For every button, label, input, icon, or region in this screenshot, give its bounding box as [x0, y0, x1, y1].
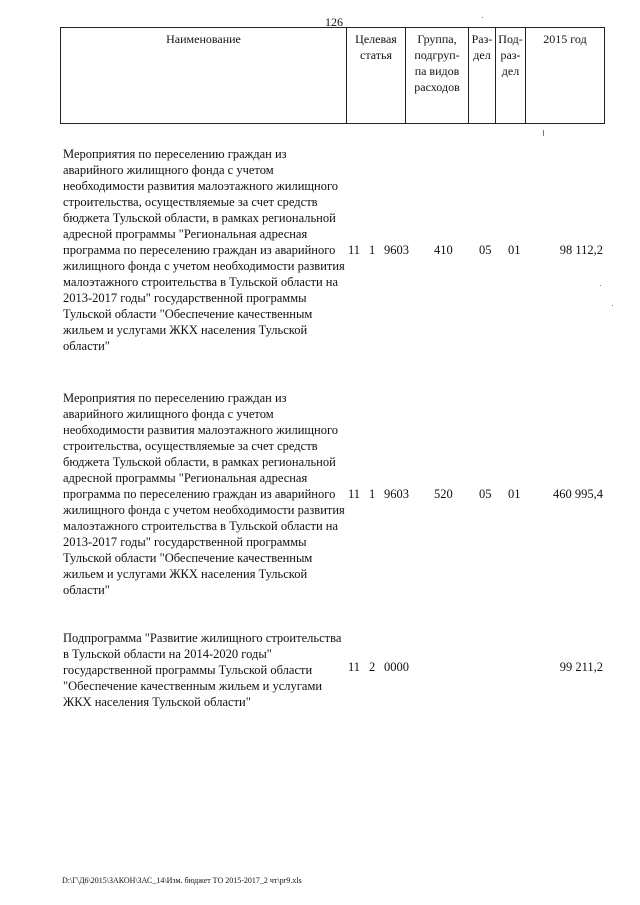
row-2-subsection: 01	[508, 487, 521, 501]
row-2-amount: 460 995,4	[553, 487, 603, 501]
row-3-code-a: 11	[348, 660, 361, 674]
row-1-group: 410	[434, 243, 453, 257]
row-1-section: 05	[479, 243, 492, 257]
row-2-name: Мероприятия по переселению граждан из аварийного жилищного фонда с учетом необходимости развития малоэтажного жилищного строительства, осуществляемые за счет средств бюджета Тульской области, в рамках региональной адресной программы "Региональная адресная программа по переселению граждан из аварийного жилищного фонда с учетом необходимости развития малоэтажного строительства в Тульской области на 2013-2017 годы" государственной программы Тульской области "Обеспечение качественным жильем и услугами ЖКХ населения Тульской области"	[63, 391, 345, 597]
row-2-section: 05	[479, 487, 492, 501]
header-group: Группа, подгруп- па видов расходов	[406, 28, 469, 124]
header-year: 2015 год	[526, 28, 605, 124]
footer-file-path: D:\Г\Д6\2015\ЗАКОН\ЗАС_14\Изм. бюджет ТО 2015-2017_2 чт\pr9.xls	[62, 876, 302, 885]
row-1-amount: 98 112,2	[559, 243, 603, 257]
scan-speck	[482, 17, 483, 18]
row-1-code-c: 9603	[384, 243, 409, 257]
row-1-code-b: 1	[369, 243, 376, 257]
row-3-code-b: 2	[369, 660, 376, 674]
header-section: Раз- дел	[469, 28, 496, 124]
header-target: Целевая статья	[347, 28, 406, 124]
header-name: Наименование	[61, 28, 347, 124]
scan-speck	[612, 305, 613, 306]
row-2-code-c: 9603	[384, 487, 409, 501]
page-number: 126	[325, 15, 343, 29]
row-1-name: Мероприятия по переселению граждан из аварийного жилищного фонда с учетом необходимости развития малоэтажного жилищного строительства, осуществляемые за счет средств бюджета Тульской области, в рамках региональной адресной программы "Региональная адресная программа по переселению граждан из аварийного жилищного фонда с учетом необходимости развития малоэтажного строительства в Тульской области на 2013-2017 годы" государственной программы Тульской области "Обеспечение качественным жильем и услугами ЖКХ населения Тульской области"	[63, 147, 345, 353]
row-2-code-b: 1	[369, 487, 376, 501]
row-3-name: Подпрограмма "Развитие жилищного строительства в Тульской области на 2014-2020 годы" государственной программы Тульской области "Обеспечение качественным жильем и услугами ЖКХ населения Тульской области"	[63, 631, 342, 709]
scan-speck	[543, 130, 544, 136]
scan-speck	[600, 285, 601, 286]
row-1-subsection: 01	[508, 243, 521, 257]
row-3-amount: 99 211,2	[559, 660, 603, 674]
row-3-code-c: 0000	[384, 660, 409, 674]
row-2-group: 520	[434, 487, 453, 501]
row-2-code-a: 11	[348, 487, 361, 501]
row-1-code-a: 11	[348, 243, 361, 257]
header-subsection: Под- раз- дел	[496, 28, 526, 124]
table-header	[60, 27, 605, 124]
